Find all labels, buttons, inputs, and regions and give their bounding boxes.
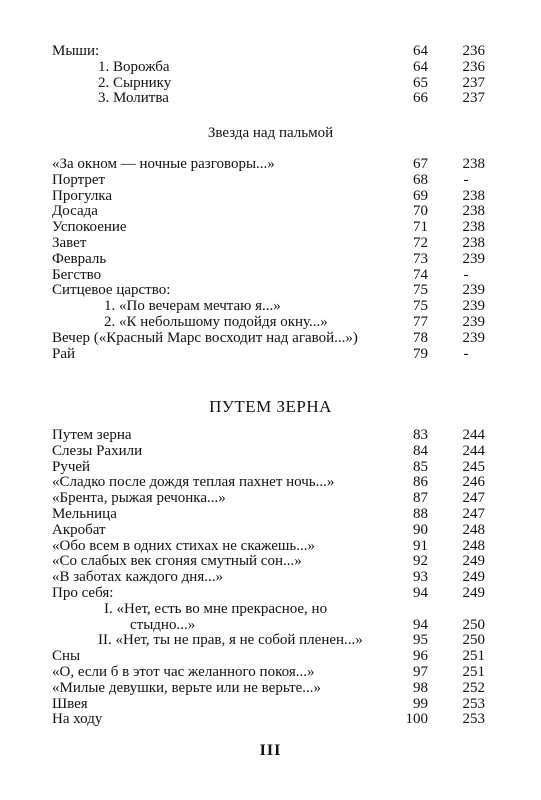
toc-entry — [0, 633, 541, 649]
toc-entry — [0, 554, 541, 570]
toc-entry — [0, 44, 541, 60]
toc-entry-title: 2. «К небольшому подойдя окну...» — [104, 313, 328, 330]
toc-entry-comment-page: 238 — [462, 234, 485, 251]
toc-entry — [0, 283, 541, 299]
toc-entry-page: 91 — [413, 537, 428, 554]
toc-entry — [0, 649, 541, 665]
toc-entry-page: 98 — [413, 679, 428, 696]
toc-entry-page: 67 — [413, 156, 428, 172]
toc-entry — [0, 252, 541, 268]
toc-entry-title: Мельница — [52, 505, 117, 522]
toc-entry — [0, 681, 541, 697]
toc-entry-title: стыдно...» — [130, 616, 196, 633]
toc-entry — [0, 91, 541, 107]
toc-entry-page: 72 — [413, 234, 428, 251]
toc-entry-title: «Милые девушки, верьте или не верьте...» — [52, 679, 322, 696]
toc-entry-title: «Сладко после дождя теплая пахнет ночь...» — [52, 474, 335, 491]
toc-entry-page: 75 — [413, 298, 428, 315]
toc-entry — [0, 268, 541, 284]
toc-entry-page: 95 — [413, 632, 428, 649]
toc-entry-title: Швея — [52, 695, 88, 712]
toc-entry-page: 70 — [413, 203, 428, 220]
toc-entry-title: Рай — [52, 345, 76, 362]
toc-entry — [0, 189, 541, 205]
toc-entry-comment-page: 247 — [462, 490, 485, 507]
toc-entry — [0, 444, 541, 460]
toc-entry-title: Ручей — [52, 458, 91, 475]
toc-entry-comment-page: - — [463, 345, 469, 362]
toc-entry-title: «В заботах каждого дня...» — [52, 569, 223, 586]
toc-entry — [0, 220, 541, 236]
toc-entry-page: 96 — [413, 648, 428, 665]
toc-entry — [0, 76, 541, 92]
toc-entry-page: 94 — [413, 616, 428, 633]
toc-entry-comment-page: 238 — [462, 187, 485, 204]
toc-entry-title: 2. Сырнику — [98, 74, 172, 91]
toc-entry-comment-page: 250 — [462, 632, 485, 649]
toc-entry-title: Слезы Рахили — [52, 442, 143, 459]
toc-entry-page: 71 — [413, 219, 428, 236]
toc-entry-comment-page: 239 — [462, 313, 485, 330]
toc-entry-page: 94 — [413, 584, 428, 601]
toc-entry-page: 66 — [413, 90, 428, 107]
toc-entry-page: 64 — [413, 43, 428, 59]
toc-entry-title: «Брента, рыжая речонка...» — [52, 490, 226, 507]
toc-entry-title: Мыши: — [52, 43, 100, 59]
toc-entry-title: 1. «По вечерам мечтаю я...» — [104, 298, 281, 315]
toc-entry — [0, 236, 541, 252]
toc-entry-title: Завет — [52, 234, 87, 251]
toc-entry-title: Досада — [52, 203, 98, 220]
toc-entry-page: 83 — [413, 427, 428, 443]
toc-entry-title: 1. Ворожба — [98, 58, 170, 75]
toc-entry-comment-page: 245 — [462, 458, 485, 475]
toc-entry — [0, 697, 541, 713]
toc-entry-comment-page: - — [463, 266, 469, 283]
toc-entry-comment-page: 237 — [462, 74, 485, 91]
toc-entry-comment-page: 236 — [462, 58, 485, 75]
toc-entry-comment-page: 248 — [462, 521, 485, 538]
toc-entry-page: 99 — [413, 695, 428, 712]
toc-entry — [0, 665, 541, 681]
toc-entry-title: I. «Нет, есть во мне прекрасное, но — [104, 600, 328, 617]
toc-entry — [0, 299, 541, 315]
toc-entry — [0, 523, 541, 539]
toc-entry-page: 69 — [413, 187, 428, 204]
toc-entry-page: 78 — [413, 329, 428, 346]
toc-entry-title: Прогулка — [52, 187, 113, 204]
toc-entry — [0, 60, 541, 76]
toc-entry — [0, 491, 541, 507]
toc-entry-page: 77 — [413, 313, 428, 330]
toc-entry-comment-page: 251 — [462, 663, 485, 680]
toc-entry-title: Акробат — [52, 521, 106, 538]
toc-entry — [0, 539, 541, 555]
toc-entry-comment-page: 247 — [462, 505, 485, 522]
toc-entry-page: 93 — [413, 569, 428, 586]
toc-entry — [0, 204, 541, 220]
toc-entry-page: 68 — [413, 171, 428, 188]
toc-entry — [0, 602, 541, 618]
toc-entry-comment-page: 238 — [462, 203, 485, 220]
section-subheading: Звезда над пальмой — [207, 125, 334, 141]
toc-entry-comment-page: 250 — [462, 616, 485, 633]
toc-entry-page: 86 — [413, 474, 428, 491]
toc-entry-title: Портрет — [52, 171, 106, 188]
toc-entry — [0, 618, 541, 634]
toc-entry-title: Вечер («Красный Марс восходит над агавой...») — [52, 329, 358, 346]
toc-entry-comment-page: 253 — [462, 695, 485, 712]
toc-group-mice — [0, 44, 541, 107]
toc-entry-title: Про себя: — [52, 584, 114, 601]
toc-entry-title: Бегство — [52, 266, 102, 283]
toc-entry-title: Сны — [52, 648, 81, 665]
toc-entry-page: 100 — [405, 711, 428, 728]
toc-entry-title: Ситцевое царство: — [52, 282, 171, 299]
section-heading: ПУТЕМ ЗЕРНА — [209, 397, 332, 416]
toc-entry-title: 3. Молитва — [98, 90, 169, 107]
page-number: III — [259, 742, 282, 759]
toc-entry-comment-page: - — [463, 171, 469, 188]
toc-entry-title: Февраль — [52, 250, 107, 267]
toc-entry-page: 84 — [413, 442, 428, 459]
toc-entry-title: II. «Нет, ты не прав, я не собой пленен...» — [98, 632, 363, 649]
toc-entry — [0, 428, 541, 444]
toc-entry-title: «Обо всем в одних стихах не скажешь...» — [52, 537, 316, 554]
toc-entry-comment-page: 253 — [462, 711, 485, 728]
toc-entry-comment-page: 249 — [462, 569, 485, 586]
toc-entry-comment-page: 237 — [462, 90, 485, 107]
toc-entry-comment-page: 249 — [462, 584, 485, 601]
toc-entry-comment-page: 238 — [462, 219, 485, 236]
toc-entry-title: «За окном — ночные разговоры...» — [52, 156, 275, 172]
toc-entry-comment-page: 238 — [462, 156, 485, 172]
toc-entry-comment-page: 252 — [462, 679, 485, 696]
toc-entry-page: 74 — [413, 266, 428, 283]
toc-entry-page: 79 — [413, 345, 428, 362]
toc-entry-page: 75 — [413, 282, 428, 299]
toc-entry-page: 73 — [413, 250, 428, 267]
toc-entry-comment-page: 251 — [462, 648, 485, 665]
toc-entry — [0, 570, 541, 586]
toc-entry-comment-page: 244 — [462, 427, 485, 443]
toc-entry-comment-page: 239 — [462, 282, 485, 299]
toc-entry-page: 64 — [413, 58, 428, 75]
toc-entry — [0, 331, 541, 347]
toc-group-star-over-palm — [0, 157, 541, 362]
toc-entry — [0, 586, 541, 602]
toc-entry-page: 65 — [413, 74, 428, 91]
toc-entry-page: 97 — [413, 663, 428, 680]
toc-entry-comment-page: 249 — [462, 553, 485, 570]
toc-entry-comment-page: 239 — [462, 298, 485, 315]
toc-entry-page: 92 — [413, 553, 428, 570]
toc-entry-title: Успокоение — [52, 219, 127, 236]
toc-entry-title: «О, если б в этот час желанного покоя...» — [52, 663, 315, 680]
toc-entry-comment-page: 244 — [462, 442, 485, 459]
toc-entry — [0, 460, 541, 476]
toc-entry — [0, 712, 541, 728]
toc-entry-comment-page: 239 — [462, 329, 485, 346]
toc-entry-page: 85 — [413, 458, 428, 475]
toc-entry — [0, 157, 541, 173]
toc-entry — [0, 347, 541, 363]
toc-entry-comment-page: 236 — [462, 43, 485, 59]
toc-entry-title: Путем зерна — [52, 427, 132, 443]
toc-entry-title: «Со слабых век сгоняя смутный сон...» — [52, 553, 302, 570]
toc-group-put-zerna — [0, 428, 541, 728]
toc-entry — [0, 475, 541, 491]
toc-entry — [0, 507, 541, 523]
toc-entry-page: 87 — [413, 490, 428, 507]
toc-entry-page: 88 — [413, 505, 428, 522]
toc-entry-page: 90 — [413, 521, 428, 538]
toc-entry — [0, 173, 541, 189]
toc-entry-comment-page: 246 — [462, 474, 485, 491]
toc-entry-comment-page: 239 — [462, 250, 485, 267]
toc-entry-comment-page: 248 — [462, 537, 485, 554]
toc-entry — [0, 315, 541, 331]
toc-entry-title: На ходу — [52, 711, 103, 728]
